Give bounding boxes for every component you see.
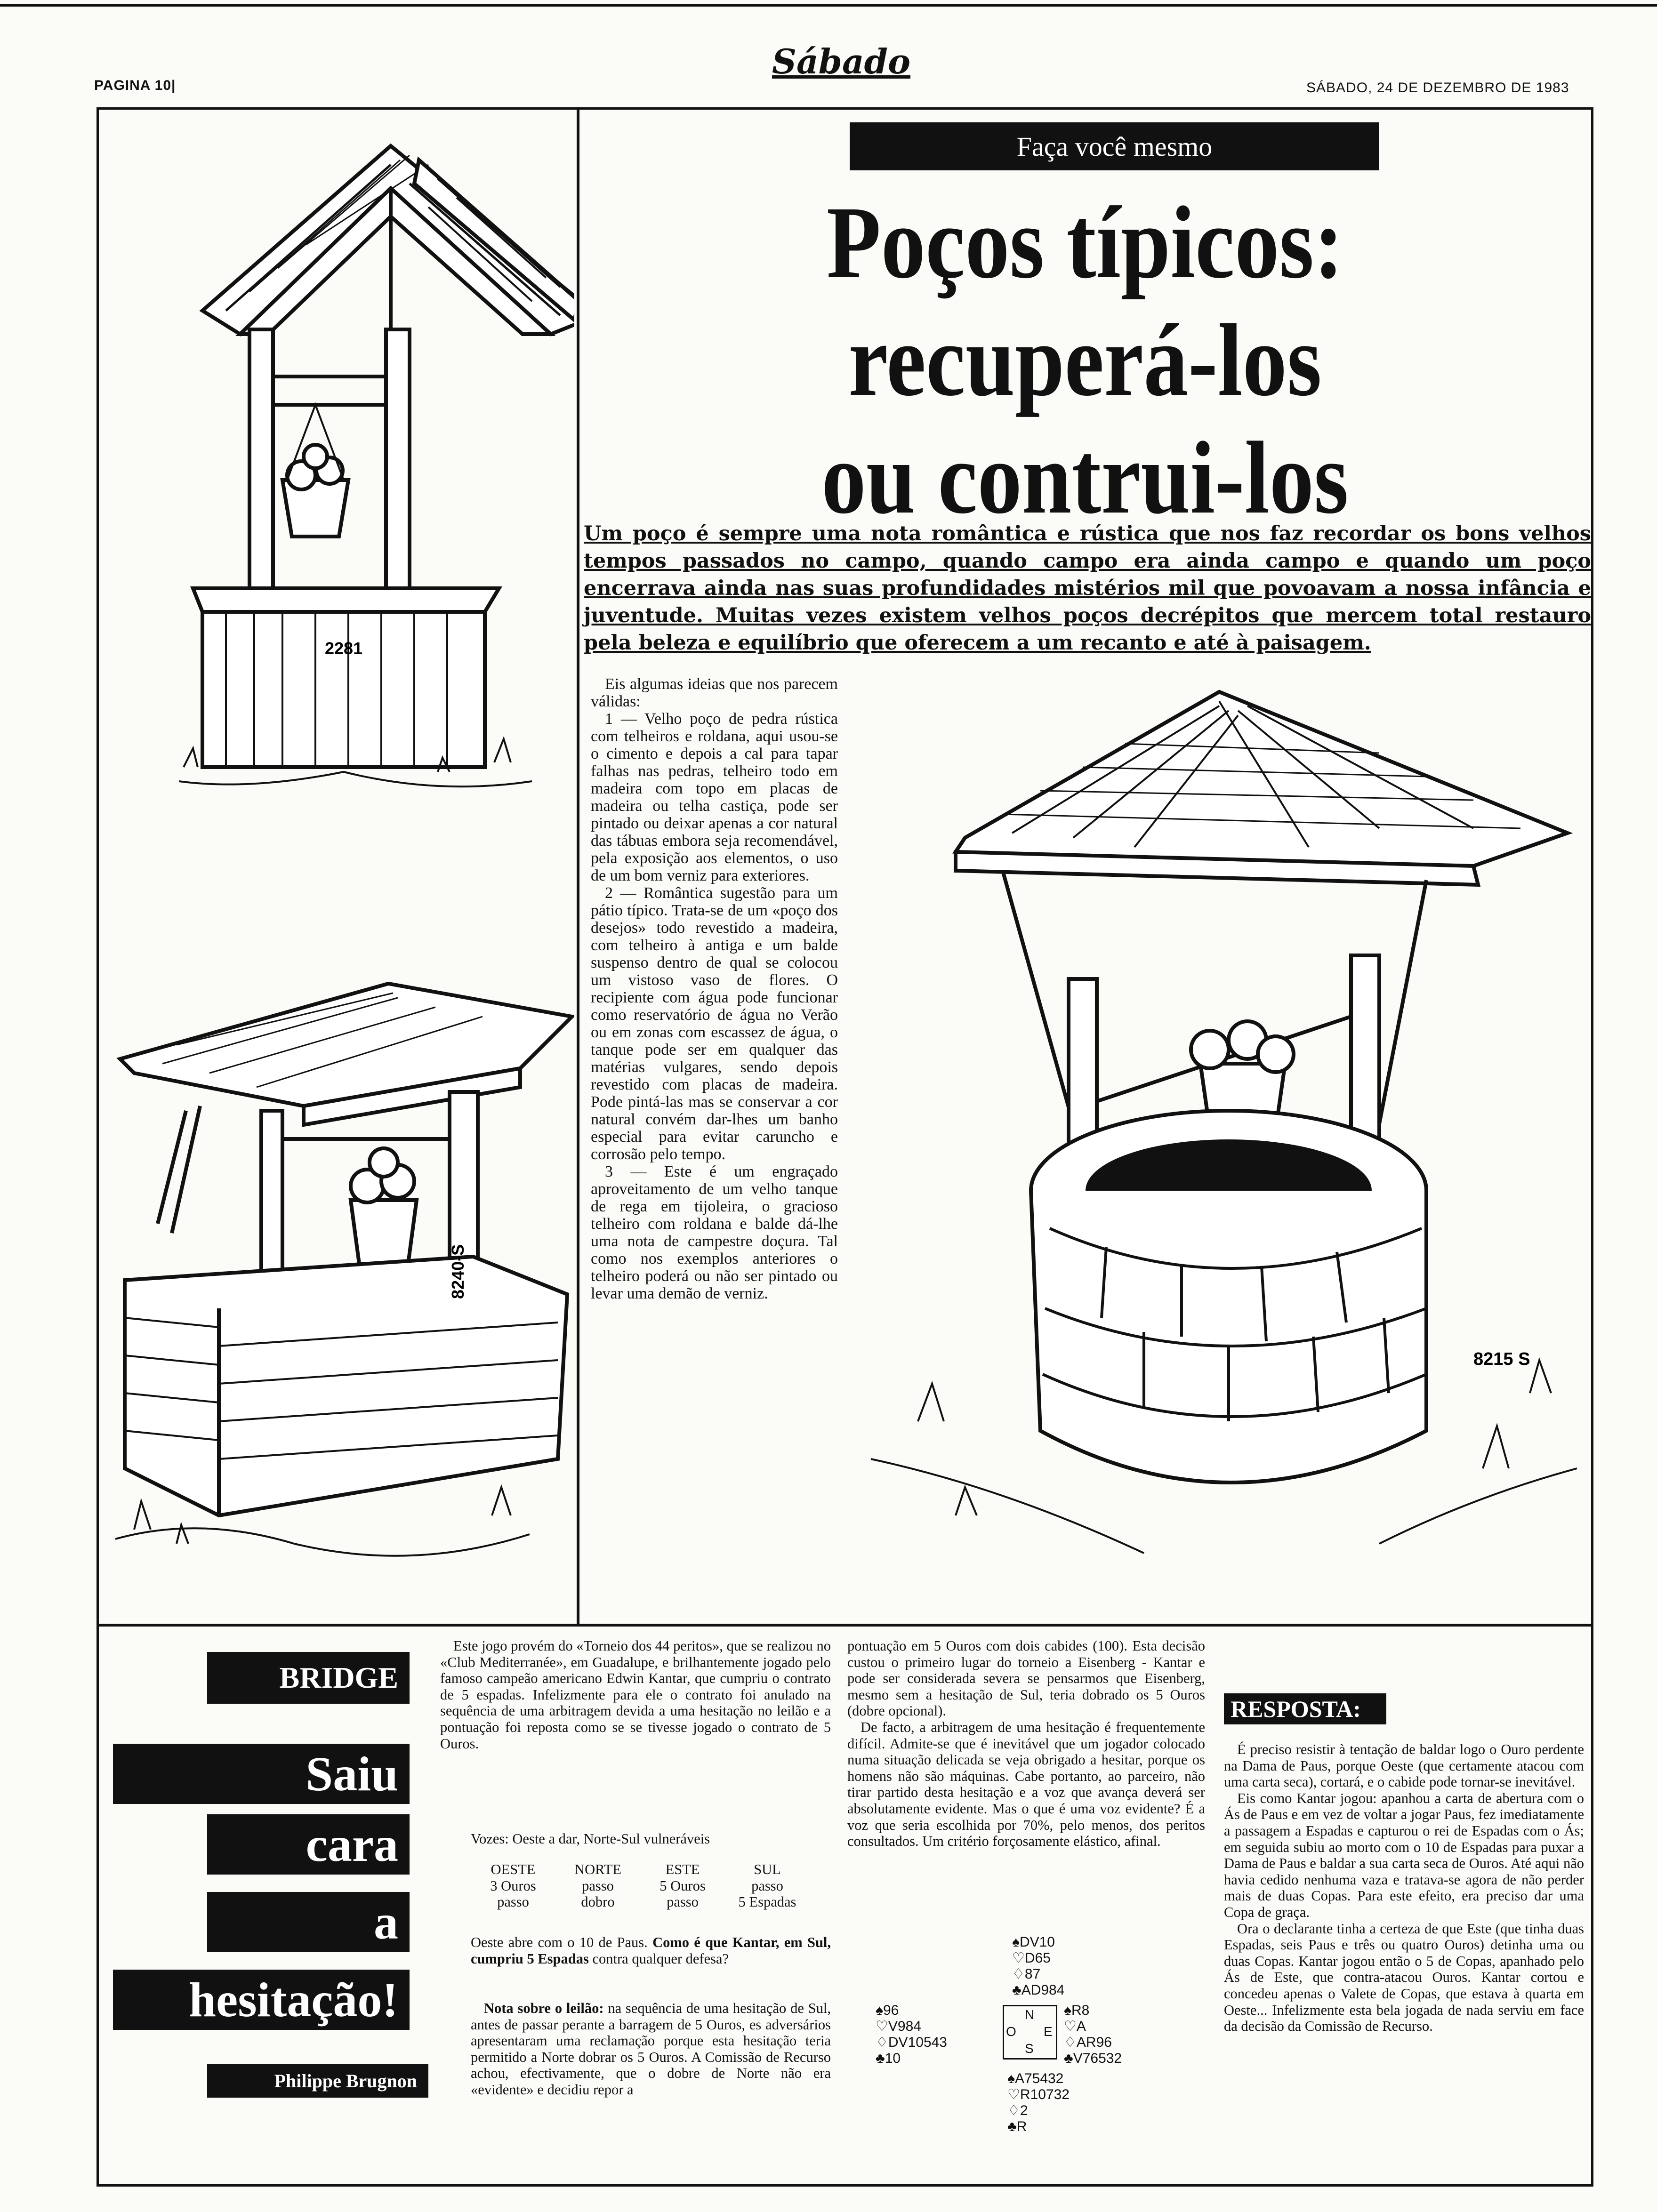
- bridge-note-part1: [471, 2000, 831, 2098]
- bid-cell: 5 Ouros: [660, 1877, 706, 1894]
- article-body: [591, 675, 838, 1302]
- card-line: ♣V76532: [1064, 2051, 1122, 2066]
- bridge-paragraph: De facto, a arbitragem de uma hesitação é frequentemente difícil. Admite-se que é inevitável que um jogador colocado numa situação delicada se veja obrigado a hesitar, porque os homens não são máquinas. Cabe portanto, ao parceiro, não tirar partido desta hesitação e a voz que avança deverá ser absolutamente evidente. Mas o que é uma voz evidente? É a voz que seria escolhida por 70%, pelo menos, dos peritos consultados. Um critério forçosamente elástico, afinal.: [847, 1719, 1205, 1850]
- top-rule: [0, 4, 1657, 7]
- bid-cell: passo: [582, 1877, 614, 1894]
- card-line: ♣AD984: [1012, 1982, 1065, 1998]
- card-line: ♠R8: [1064, 2003, 1090, 2018]
- compass-north: N: [1025, 2007, 1035, 2022]
- bidding-row: [471, 1878, 828, 1894]
- card-line: ♡R10732: [1007, 2087, 1070, 2102]
- article-lead: Um poço é sempre uma nota romântica e rústica que nos faz recordar os bons velhos tempos passados no campo, quando campo era ainda campo e quando um poço encerrava ainda nas suas profundidades mistérios mil que povoavam a nossa infância e juventude. Muitas vezes existem velhos poços decrépitos que mercem total restauro pela beleza e equilíbrio que oferecem a um recanto e até à paisagem.: [584, 522, 1591, 655]
- bid-cell: dobro: [581, 1894, 615, 1910]
- answer-paragraph: Ora o declarante tinha a certeza de que Este (que tinha duas Espadas, seis Paus e três ou quatro Ouros) detinha uma ou duas Copas. Kantar jogou então o 5 de Copas, apanhado pelo Ás de Este, que contra-atacou Ouros. Kantar cortou e concedeu apenas o Valete de Copas, que estava à quarta em Oeste... Infelizmente esta bela jogada de nada serviu em face da decisão da Comissão de Recurso.: [1224, 1920, 1584, 2035]
- bridge-question: [471, 1934, 831, 1967]
- image-code-1: 2281: [325, 639, 363, 658]
- bridge-hand-diagram: [847, 1934, 1205, 2160]
- card-line: ♢87: [1012, 1966, 1041, 1982]
- bridge-paragraph: [471, 1934, 831, 1967]
- card-line: ♡A: [1064, 2019, 1086, 2034]
- body-paragraph: Eis algumas ideias que nos parecem válidas:: [591, 675, 838, 710]
- note-text-part1: na sequência de uma hesitação de Sul, antes de passar perante a barragem de 5 Ouros, es adversários apresentaram uma reclamação porque esta hesitação teria permitido a Norte dobrar os 5 Ouros. A Comissão de Recurso achou, efectivamente, que o dobre de Norte não era «evidente» e decidiu repor a: [471, 2000, 831, 2098]
- compass-box: [1003, 2005, 1057, 2060]
- card-line: ♠DV10: [1012, 1934, 1055, 1950]
- card-line: ♠96: [876, 2003, 899, 2018]
- bid-header: ESTE: [665, 1861, 700, 1877]
- headline-line-3: ou contrui-los: [821, 420, 1349, 535]
- section-divider: [97, 1624, 1593, 1627]
- bridge-paragraph: Este jogo provém do «Torneio dos 44 peritos», que se realizou no «Club Mediterranée», em Guadalupe, e brilhantemente jogado pelo famoso campeão americano Edwin Kantar, que cumpriu o contrato de 5 espadas. Infelizmente para ele o contrato foi anulado na sequência de uma arbitragem devida a uma hesitação no leilão e a pontuação foi reposta como se se tivesse jogado o contrato de 5 Ouros.: [440, 1638, 831, 1752]
- south-hand: [1007, 2071, 1070, 2135]
- bridge-headline-3: a: [207, 1892, 410, 1952]
- bridge-headline-1: Saiu: [113, 1744, 410, 1804]
- bid-header: SUL: [754, 1861, 781, 1877]
- card-line: ♡D65: [1012, 1950, 1051, 1966]
- body-paragraph: 2 — Romântica sugestão para um pátio típico. Trata-se de um «poço dos desejos» todo revestido a madeira, com telheiro à antiga e um balde suspenso dentro de qual se colocou um vistoso vaso de flores. O recipiente com água pode funcionar como reservatório de água no Verão ou em zonas com escassez de água, o tanque pode ser em qualquer das matérias vulgares, sendo depois revestido com placas de madeira. Pode pintá-las mas se conservar a cor natural convém dar-lhes um banho especial para evitar caruncho e corrosão pelo tempo.: [591, 884, 838, 1163]
- card-line: ♢AR96: [1064, 2035, 1112, 2050]
- card-line: ♠A75432: [1007, 2071, 1064, 2086]
- column-divider: [577, 109, 579, 1626]
- body-paragraph: 1 — Velho poço de pedra rústica com telheiros e roldana, aqui usou-se o cimento e depois a cal para tapar falhas nas pedras, telheiro todo em madeira com topo em placas de madeira ou telha castiça, pode ser pintado ou deixar apenas a cor natural das tábuas embora seja recomendável, pela exposição aos elementos, o uso de um bom verniz para exteriores.: [591, 710, 838, 884]
- header-date: SÁBADO, 24 DE DEZEMBRO DE 1983: [1306, 80, 1569, 96]
- note-text-part2: pontuação em 5 Ouros com dois cabides (100). Esta decisão custou o primeiro lugar do torneio a Eisenberg - Kantar e pode ser considerada severa se pensarmos que Eisenberg, mesmo sem a hesitação de Sul, teria dobrado os 5 Ouros (dobre opcional).: [847, 1638, 1205, 1719]
- card-line: ♢2: [1007, 2103, 1028, 2118]
- page-number: PAGINA 10|: [94, 78, 176, 93]
- bid-cell: passo: [497, 1894, 529, 1910]
- bid-cell: passo: [667, 1894, 699, 1910]
- answer-paragraph: Eis como Kantar jogou: apanhou a carta de abertura com o Ás de Paus e em vez de voltar a jogar Paus, fez imediatamente a passagem a Espadas e capturou o rei de Espadas com o Ás; em seguida subiu ao morto com o 10 de Espadas para puxar a Dama de Paus e baldar a sua carta seca de Ouros. Até aqui não havia cedido nenhuma vaza e tratava-se agora de não perder mais de duas Copas. Para este efeito, era preciso dar uma Copa de graça.: [1224, 1790, 1584, 1920]
- answer-paragraph: É preciso resistir à tentação de baldar logo o Ouro perdente na Dama de Paus, porque Oeste (que certamente atacou com uma carta seca), cortará, e o cabide pode tornar-se inevitável.: [1224, 1741, 1584, 1790]
- bridge-col3: [1224, 1741, 1584, 2035]
- card-line: ♣10: [876, 2051, 901, 2066]
- question-bold: Como é que Kantar, em Sul, cumpriu 5 Espadas: [471, 1934, 831, 1967]
- bid-cell: 5 Espadas: [738, 1894, 796, 1910]
- compass-west: O: [1006, 2024, 1016, 2039]
- note-label: Nota sobre o leilão:: [484, 2000, 604, 2016]
- bridge-col1: [440, 1638, 831, 1752]
- kicker-banner: Faça você mesmo: [850, 122, 1379, 170]
- resposta-label: RESPOSTA:: [1224, 1693, 1386, 1724]
- bridge-headline-4: hesitação!: [113, 1970, 410, 2030]
- east-hand: [1064, 2003, 1122, 2067]
- well-illustration-brick: [106, 951, 574, 1610]
- question-tail: contra qualquer defesa?: [588, 1950, 729, 1967]
- body-paragraph: 3 — Este é um engraçado aproveitamento de um velho tanque de rega em tijoleira, o gracioso telheiro com roldana e balde dá-lhe uma nota de campestre doçura. Tal como nos exemplos anteriores o telheiro poderá ou não ser pintado ou levar uma demão de verniz.: [591, 1163, 838, 1302]
- headline-line-2: recuperá-los: [848, 303, 1322, 417]
- bid-header: OESTE: [491, 1861, 536, 1877]
- bidding-header-row: [471, 1861, 828, 1878]
- image-code-3: 8215 S: [1473, 1349, 1530, 1369]
- bidding-table: [471, 1861, 828, 1910]
- masthead-logo: Sábado: [772, 41, 911, 81]
- bridge-author: Philippe Brugnon: [207, 2064, 428, 2098]
- west-hand: [876, 2003, 947, 2067]
- north-hand: [1012, 1934, 1064, 1998]
- bridge-vozes: Vozes: Oeste a dar, Norte-Sul vulneráveis: [471, 1831, 710, 1847]
- compass-south: S: [1025, 2041, 1034, 2056]
- bid-cell: passo: [751, 1877, 783, 1894]
- well-illustration-stone: [861, 659, 1586, 1614]
- bid-header: NORTE: [574, 1861, 621, 1877]
- card-line: ♢DV10543: [876, 2035, 947, 2050]
- bridge-headline-2: cara: [207, 1814, 410, 1875]
- bridge-label: BRIDGE: [207, 1652, 410, 1704]
- card-line: ♡V984: [876, 2019, 921, 2034]
- well-illustration-wood: [108, 113, 574, 828]
- bid-cell: 3 Ouros: [490, 1877, 536, 1894]
- image-code-2: 8240-S: [448, 1244, 467, 1299]
- bridge-col2: [847, 1638, 1205, 1850]
- compass-east: E: [1044, 2024, 1053, 2039]
- bidding-row: [471, 1894, 828, 1910]
- headline-line-1: Poços típicos:: [826, 185, 1344, 300]
- question-intro: Oeste abre com o 10 de Paus.: [471, 1934, 653, 1950]
- card-line: ♣R: [1007, 2119, 1027, 2134]
